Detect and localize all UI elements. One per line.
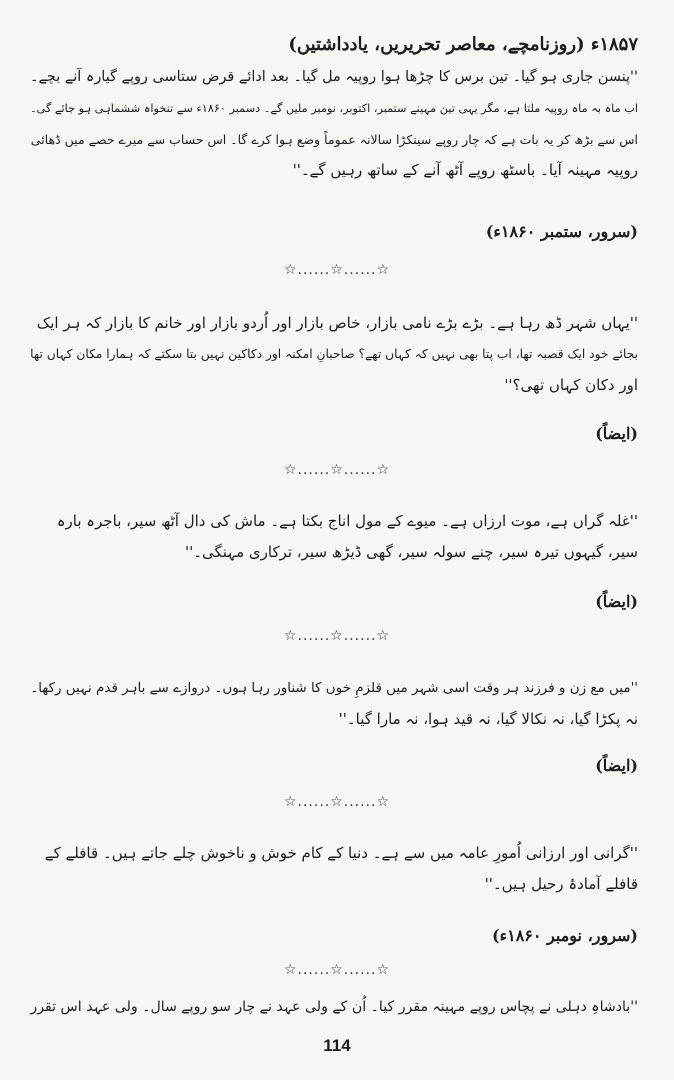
citation: (ایضاً) [595,592,638,611]
paragraph-line: اس سے بڑھ کر یہ بات ہے کہ چار روپے سینکڑا سالانہ عموماً وضع ہوا کرے گا۔ اس حساب سے میرے حصے میں ڈھائی [30,132,638,147]
section-separator: ☆......☆......☆ [283,794,391,810]
paragraph-line: ''غلہ گراں ہے، موت ارزاں ہے۔ میوے کے مول اناج بکتا ہے۔ ماش کی دال آٹھ سیر، باجرہ بارہ [56,512,638,530]
quote-paragraph [30,62,638,186]
paragraph-line: ''میں مع زن و فرزند ہر وقت اسی شہر میں قلزمِ خوں کا شناور رہا ہوں۔ دروازے سے باہر قدم نہیں رکھا۔ [30,680,638,696]
quote-paragraph [30,506,638,568]
citation: (سرور، ستمبر ۱۸۶۰ء) [485,222,638,241]
paragraph-line: نہ پکڑا گیا، نہ نکالا گیا، نہ قید ہوا، نہ مارا گیا۔'' [338,710,638,728]
citation: (سرور، نومبر ۱۸۶۰ء) [492,926,638,945]
page-number: 114 [323,1036,351,1055]
section-separator: ☆......☆......☆ [283,962,391,978]
paragraph-line: اب ماہ بہ ماہ روپیہ ملتا ہے، مگر یہی تین مہینے ستمبر، اکتوبر، نومبر ملیں گے۔ دسمبر ۱۸۶۰ء سے تنخواہ ششماہی ہو جائے گی۔ [29,102,638,115]
running-header: ۱۸۵۷ء (روزنامچے، معاصر تحریریں، یادداشتیں) [288,34,638,55]
paragraph-line: سیر، گیہوں تیرہ سیر، چنے سولہ سیر، گھی ڈیڑھ سیر، ترکاری مہنگی۔'' [184,543,638,561]
paragraph-line: بجائے خود ایک قصبہ تھا، اب پتا بھی نہیں کہ کہاں تھے؟ صاحبانِ امکنہ اور دکاکین نہیں بتا سکتے کہ ہمارا مکان کہاں تھا [30,347,638,361]
section-separator: ☆......☆......☆ [283,262,391,278]
section-separator: ☆......☆......☆ [283,462,391,478]
paragraph-line: اور دکان کہاں تھی؟'' [504,376,638,394]
quote-paragraph [30,308,638,401]
citation: (ایضاً) [595,756,638,775]
paragraph-line: ''گرانی اور ارزانی اُمورِ عامہ میں سے ہے۔ دنیا کے کام خوش و ناخوش چلے جاتے ہیں۔ قافلے کے [44,844,638,862]
paragraph-line: ''پنسن جاری ہو گیا۔ تین برس کا چڑھا ہوا روپیہ مل گیا۔ بعد ادائے قرض ستاسی روپے گیارہ آنے بچے۔ [30,69,638,85]
paragraph-line: ''یہاں شہر ڈھ رہا ہے۔ بڑے بڑے نامی بازار، خاص بازار اور اُردو بازار اور خانم کا بازار کہ ہر ایک [36,314,638,332]
paragraph-line: ''بادشاہِ دہلی نے پچاس روپے مہینہ مقرر کیا۔ اُن کے ولی عہد نے چار سو روپے سال۔ ولی عہد اس تقرر [30,999,638,1015]
quote-paragraph [30,992,638,1023]
quote-paragraph [30,838,638,900]
paragraph-line: روپیہ مہینہ آیا۔ باسٹھ روپے آٹھ آنے کے ساتھ رہیں گے۔'' [292,161,638,179]
citation: (ایضاً) [595,424,638,443]
quote-paragraph [30,673,638,735]
section-separator: ☆......☆......☆ [283,628,391,644]
paragraph-line: قافلے آمادۂ رحیل ہیں۔'' [484,875,638,893]
